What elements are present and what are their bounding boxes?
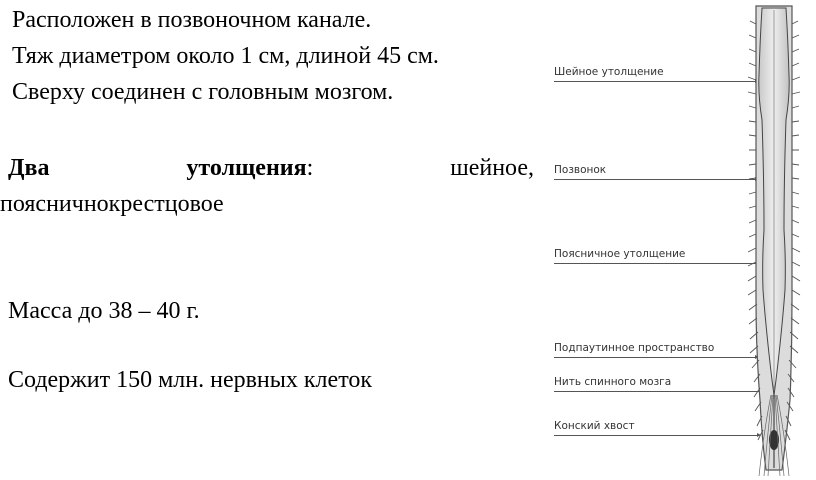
thickenings-colon: : <box>306 155 314 181</box>
thickenings-word-thickening: утолщения <box>186 155 307 181</box>
thickenings-word-two: Два <box>8 155 50 181</box>
text-mass: Масса до 38 – 40 г. <box>8 298 200 324</box>
text-location: Расположен в позвоночном канале. <box>12 7 372 33</box>
label-subarachnoid-space: Подпаутинное пространство <box>554 342 715 354</box>
text-thickenings <box>8 154 534 182</box>
text-cells: Содержит 150 млн. нервных клеток <box>8 367 373 393</box>
label-cervical-thickening: Шейное утолщение <box>554 66 664 78</box>
label-cauda-equina: Конский хвост <box>554 420 635 432</box>
spinal-cord-illustration <box>546 0 816 480</box>
thickenings-cervical: шейное, <box>450 155 534 181</box>
label-vertebra: Позвонок <box>554 164 607 176</box>
text-lumbosacral: поясничнокрестцовое <box>0 191 224 217</box>
spinal-cord-figure <box>546 0 816 480</box>
text-dimensions: Тяж диаметром около 1 см, длиной 45 см. <box>12 43 439 69</box>
text-connection: Сверху соединен с головным мозгом. <box>12 79 394 105</box>
label-filum-terminale: Нить спинного мозга <box>554 376 672 388</box>
label-lumbar-thickening: Поясничное утолщение <box>554 248 686 260</box>
